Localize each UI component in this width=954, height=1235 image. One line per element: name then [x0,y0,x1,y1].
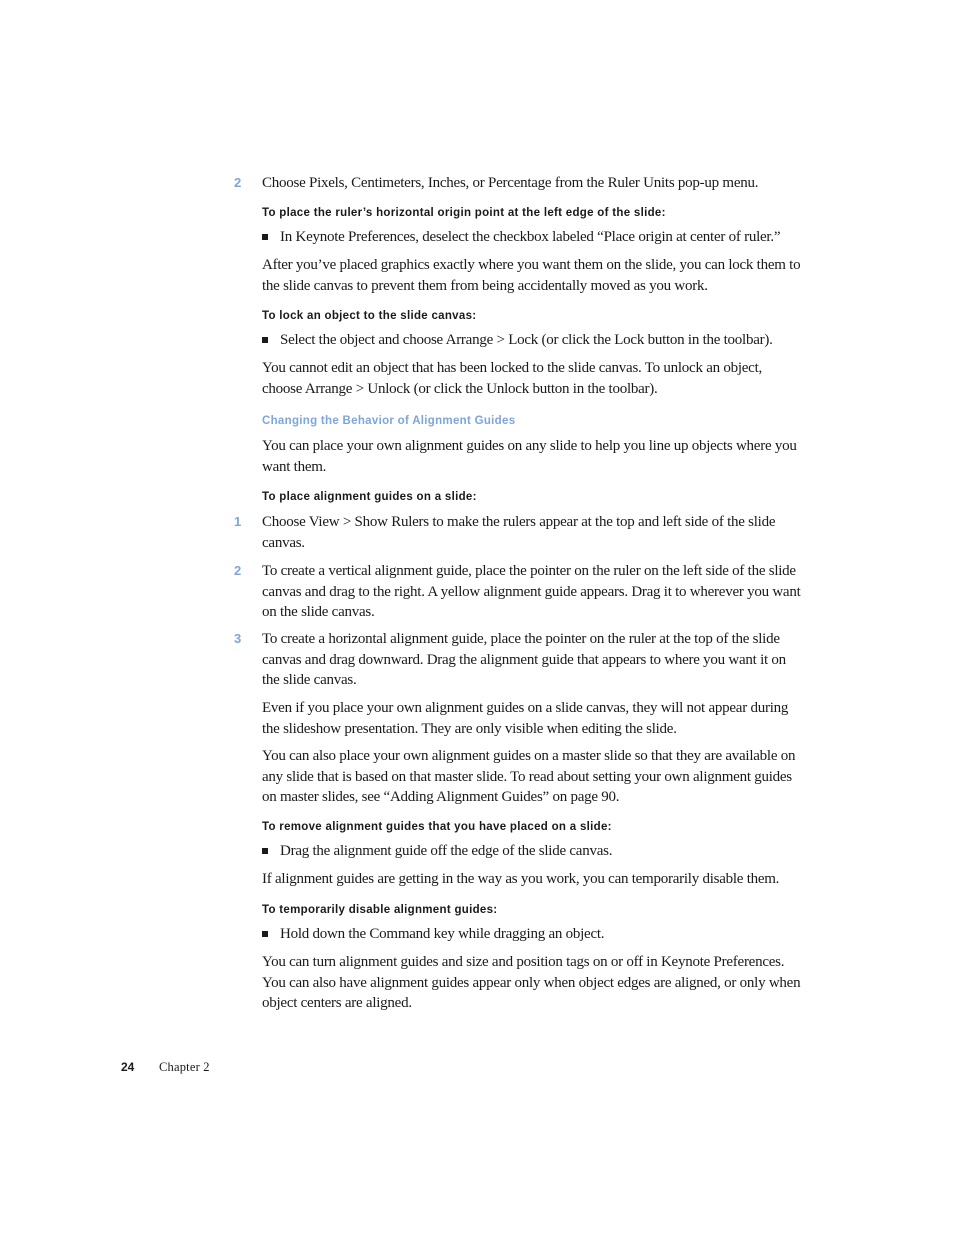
step-number: 1 [234,514,242,529]
square-bullet-icon [262,931,268,937]
step-number: 2 [234,175,242,190]
square-bullet-icon [262,337,268,343]
square-bullet-icon [262,848,268,854]
subsection-heading: Changing the Behavior of Alignment Guides [262,415,516,427]
page-number: 24 [121,1060,135,1074]
bullet-text: Select the object and choose Arrange > Lock (or click the Lock button in the toolbar). [280,332,773,348]
paragraph-unlock: You cannot edit an object that has been locked to the slide canvas. To unlock an object, choose Arrange > Unlock (or click the Unlock button in the toolbar). [262,360,763,397]
step-number: 3 [234,631,242,646]
task-heading-ruler-origin: To place the ruler’s horizontal origin point at the left edge of the slide: [262,207,666,219]
step-text: To create a horizontal alignment guide, place the pointer on the ruler at the top of the slide canvas and drag downward. Drag the alignment guide that appears to where you want it on the slide canvas. [262,631,786,688]
task-heading-remove-guides: To remove alignment guides that you have placed on a slide: [262,821,612,833]
paragraph-not-in-slideshow: Even if you place your own alignment guides on a slide canvas, they will not appear during the slideshow presentation. They are only visible when editing the slide. [262,700,789,737]
bullet-text: Hold down the Command key while dragging an object. [280,926,605,942]
step-text: Choose View > Show Rulers to make the rulers appear at the top and left side of the slide canvas. [262,514,776,551]
paragraph-lock-intro: After you’ve placed graphics exactly where you want them on the slide, you can lock them to the slide canvas to prevent them from being accidentally moved as you work. [262,257,801,294]
paragraph-guides-intro: You can place your own alignment guides on any slide to help you line up objects where you want them. [262,438,797,475]
step-text: Choose Pixels, Centimeters, Inches, or Percentage from the Ruler Units pop-up menu. [262,175,759,191]
bullet-text: Drag the alignment guide off the edge of the slide canvas. [280,843,613,859]
square-bullet-icon [262,234,268,240]
bullet-text: In Keynote Preferences, deselect the checkbox labeled “Place origin at center of ruler.” [280,229,781,245]
task-heading-lock: To lock an object to the slide canvas: [262,310,477,322]
task-heading-disable-guides: To temporarily disable alignment guides: [262,904,498,916]
paragraph-disable-intro: If alignment guides are getting in the way as you work, you can temporarily disable them. [262,871,780,887]
paragraph-preferences: You can turn alignment guides and size and position tags on or off in Keynote Preferences. You can also have alignment guides appear only when object edges are aligned, or only when object centers are aligned. [262,954,801,1011]
step-number: 2 [234,563,242,578]
task-heading-place-guides: To place alignment guides on a slide: [262,491,477,503]
step-text: To create a vertical alignment guide, place the pointer on the ruler on the left side of the slide canvas and drag to the right. A yellow alignment guide appears. Drag it to wherever you want on the slide canvas. [262,563,801,620]
paragraph-master-slides: You can also place your own alignment guides on a master slide so that they are available on any slide that is based on that master slide. To read about setting your own alignment guides on master slides, see “Adding Alignment Guides” on page 90. [262,748,796,805]
chapter-label: Chapter 2 [159,1060,210,1074]
